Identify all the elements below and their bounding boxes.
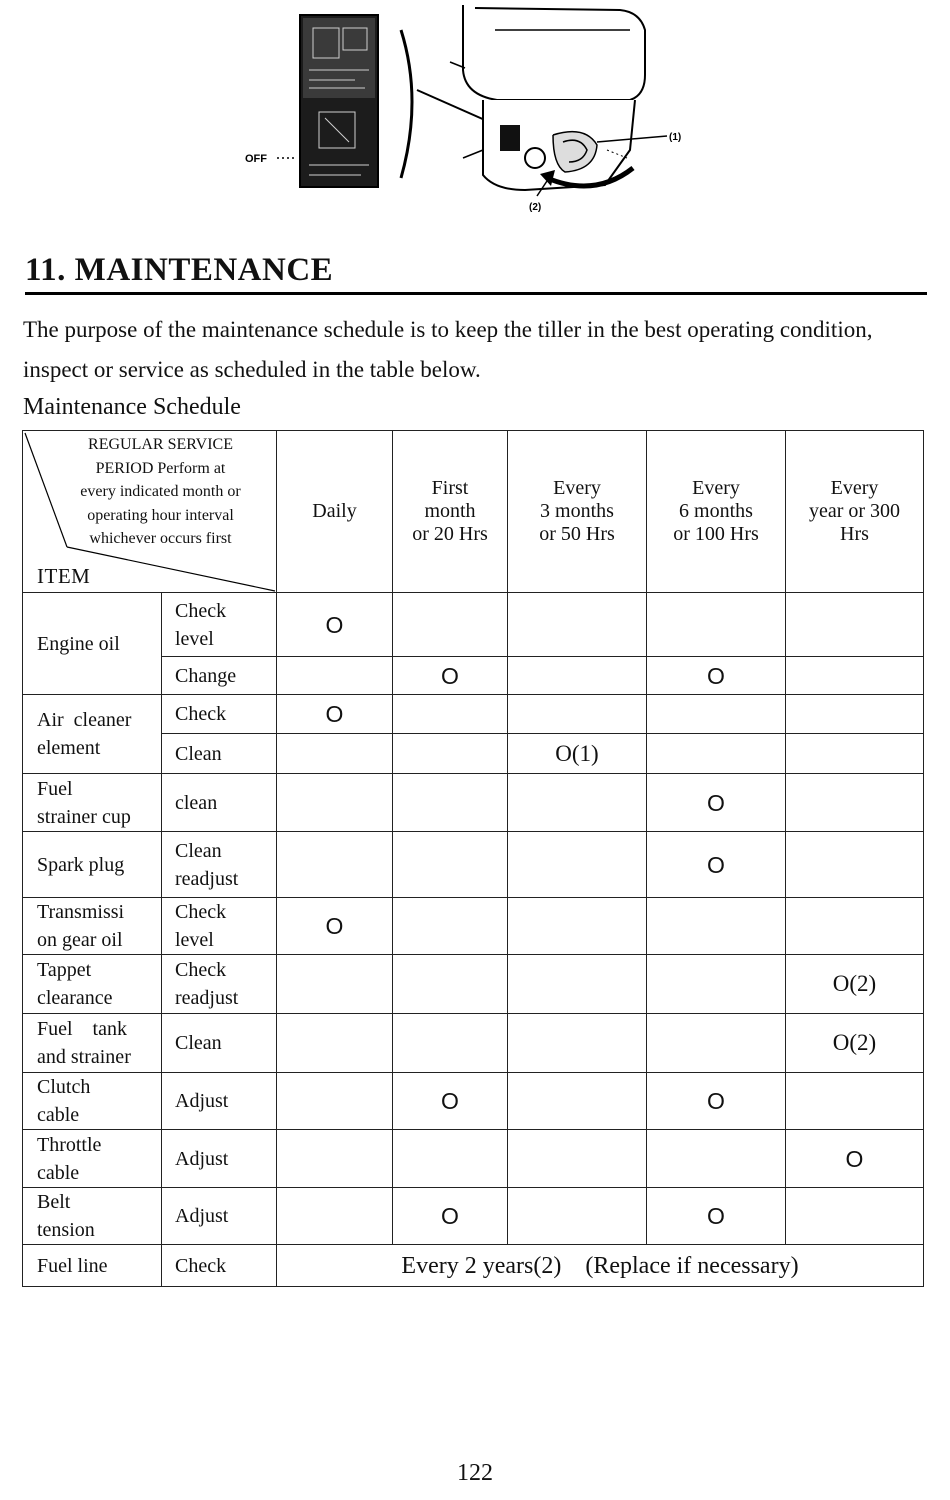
- header-row: [23, 431, 924, 593]
- item-line: and strainer: [37, 1046, 131, 1068]
- mark-yearly: O: [786, 1130, 924, 1188]
- period-label: or 50 Hrs: [539, 523, 615, 545]
- corner-line: REGULAR SERVICE: [88, 436, 233, 453]
- mark-daily: O: [277, 898, 393, 955]
- period-label: Hrs: [840, 523, 869, 545]
- header-yearly: [786, 431, 924, 593]
- empty-cell: [277, 734, 393, 774]
- action-cell: Clean: [162, 1014, 277, 1073]
- action-cell: Clean: [162, 734, 277, 774]
- empty-cell: [508, 774, 647, 832]
- action-cell: Check: [162, 1245, 277, 1287]
- empty-cell: [647, 1130, 786, 1188]
- empty-cell: [786, 695, 924, 734]
- period-label: Every: [553, 477, 601, 499]
- action-cell: Change: [162, 657, 277, 695]
- empty-cell: [786, 1073, 924, 1130]
- empty-cell: [786, 832, 924, 898]
- period-label: Every: [692, 477, 740, 499]
- corner-line: operating hour interval: [87, 506, 234, 524]
- table-row: [23, 1014, 924, 1073]
- empty-cell: [393, 898, 508, 955]
- empty-cell: [393, 832, 508, 898]
- item-line: element: [37, 737, 101, 759]
- item-line: on gear oil: [37, 929, 123, 951]
- callout-1: (1): [669, 132, 682, 143]
- mark-first-month: O: [393, 657, 508, 695]
- table-row: [23, 695, 924, 734]
- empty-cell: [508, 898, 647, 955]
- mark-yearly: O(2): [786, 955, 924, 1014]
- table-row: [23, 1130, 924, 1188]
- empty-cell: [786, 774, 924, 832]
- schedule-title: Maintenance Schedule: [23, 394, 241, 420]
- empty-cell: [508, 832, 647, 898]
- item-cell: [23, 774, 162, 832]
- empty-cell: [647, 1014, 786, 1073]
- mark-six-months: O: [647, 657, 786, 695]
- action-cell: [162, 593, 277, 657]
- item-cell: Engine oil: [23, 593, 162, 695]
- item-cell: [23, 1188, 162, 1245]
- table-row: [23, 898, 924, 955]
- item-line: cable: [37, 1161, 80, 1184]
- section-heading: [25, 252, 927, 295]
- period-label: year or 300: [808, 500, 901, 522]
- action-line: level: [175, 627, 214, 650]
- empty-cell: [393, 695, 508, 734]
- period-label: First: [431, 477, 469, 499]
- empty-cell: [277, 657, 393, 695]
- action-line: readjust: [175, 867, 239, 890]
- corner-item-label: ITEM: [37, 564, 91, 588]
- period-label: month: [424, 500, 476, 522]
- engine-fuel-valve-illustration: [235, 0, 705, 225]
- item-line: cable: [37, 1104, 80, 1126]
- empty-cell: [277, 1073, 393, 1130]
- item-line: Belt: [37, 1191, 71, 1213]
- empty-cell: [508, 1188, 647, 1245]
- empty-cell: [508, 955, 647, 1014]
- item-line: tension: [37, 1219, 95, 1241]
- fuel-valve-label: [500, 125, 520, 151]
- mark-daily: O: [277, 695, 393, 734]
- empty-cell: [393, 774, 508, 832]
- empty-cell: [508, 1014, 647, 1073]
- empty-cell: [508, 1130, 647, 1188]
- empty-cell: [647, 898, 786, 955]
- empty-cell: [393, 955, 508, 1014]
- callout-2: (2): [529, 202, 542, 213]
- item-line: Fuel tank: [37, 1018, 127, 1040]
- empty-cell: [786, 1188, 924, 1245]
- period-label: 6 months: [679, 500, 753, 522]
- empty-cell: [647, 734, 786, 774]
- maintenance-schedule-table: [22, 430, 924, 1287]
- mark-first-month: O: [393, 1188, 508, 1245]
- item-line: Fuel: [37, 777, 73, 800]
- item-cell: [23, 898, 162, 955]
- table-row: [23, 1188, 924, 1245]
- action-cell: clean: [162, 774, 277, 832]
- action-line: Check: [175, 901, 227, 923]
- item-line: clearance: [37, 987, 113, 1009]
- empty-cell: [508, 1073, 647, 1130]
- fuel-line-note: Every 2 years(2) (Replace if necessary): [277, 1245, 924, 1287]
- corner-line: whichever occurs first: [89, 530, 232, 547]
- table-row: [23, 955, 924, 1014]
- empty-cell: [277, 1014, 393, 1073]
- period-label: or 20 Hrs: [412, 523, 488, 545]
- header-3-months: [508, 431, 647, 593]
- mark-six-months: O: [647, 774, 786, 832]
- corner-line: every indicated month or: [80, 483, 241, 500]
- period-label: Daily: [312, 500, 357, 522]
- fuel-valve-knob: [525, 148, 545, 168]
- item-cell: [23, 1130, 162, 1188]
- header-corner-cell: [23, 431, 277, 593]
- header-6-months: [647, 431, 786, 593]
- empty-cell: [393, 734, 508, 774]
- mark-three-months: O(1): [508, 734, 647, 774]
- header-first-month: [393, 431, 508, 593]
- action-cell: [162, 955, 277, 1014]
- empty-cell: [277, 955, 393, 1014]
- item-cell: [23, 955, 162, 1014]
- item-line: strainer cup: [37, 805, 131, 828]
- action-line: readjust: [175, 987, 239, 1009]
- empty-cell: [277, 1130, 393, 1188]
- period-label: 3 months: [540, 500, 614, 522]
- empty-cell: [786, 734, 924, 774]
- empty-cell: [277, 832, 393, 898]
- mark-six-months: O: [647, 832, 786, 898]
- item-line: Transmissi: [37, 901, 125, 923]
- item-cell: Fuel line: [23, 1245, 162, 1287]
- empty-cell: [647, 593, 786, 657]
- empty-cell: [647, 955, 786, 1014]
- empty-cell: [393, 1014, 508, 1073]
- table-row: [23, 832, 924, 898]
- off-label: OFF: [245, 153, 267, 165]
- corner-service-period-text: [33, 433, 288, 551]
- corner-line: PERIOD Perform at: [95, 459, 226, 477]
- table-row: [23, 774, 924, 832]
- empty-cell: [647, 695, 786, 734]
- action-cell: [162, 832, 277, 898]
- mark-six-months: O: [647, 1188, 786, 1245]
- action-cell: Check: [162, 695, 277, 734]
- item-cell: [23, 695, 162, 774]
- mark-daily: O: [277, 593, 393, 657]
- empty-cell: [508, 593, 647, 657]
- item-line: Tappet: [37, 959, 92, 981]
- mark-yearly: O(2): [786, 1014, 924, 1073]
- action-line: Clean: [175, 839, 222, 862]
- item-cell: [23, 1014, 162, 1073]
- intro-paragraph: The purpose of the maintenance schedule is to keep the tiller in the best operating condition, inspect or service as scheduled in the table below.: [23, 317, 873, 382]
- action-cell: Adjust: [162, 1130, 277, 1188]
- empty-cell: [786, 898, 924, 955]
- empty-cell: [786, 657, 924, 695]
- action-line: Check: [175, 599, 227, 622]
- action-line: level: [175, 929, 214, 951]
- period-label: or 100 Hrs: [673, 523, 759, 545]
- item-cell: Spark plug: [23, 832, 162, 898]
- action-cell: Adjust: [162, 1073, 277, 1130]
- mark-six-months: O: [647, 1073, 786, 1130]
- item-cell: [23, 1073, 162, 1130]
- empty-cell: [786, 593, 924, 657]
- action-cell: [162, 898, 277, 955]
- mark-first-month: O: [393, 1073, 508, 1130]
- empty-cell: [277, 774, 393, 832]
- table-row: [23, 1245, 924, 1287]
- empty-cell: [277, 1188, 393, 1245]
- empty-cell: [508, 657, 647, 695]
- action-line: Check: [175, 959, 227, 981]
- section-heading-text: 11. MAINTENANCE: [25, 252, 334, 288]
- item-line: Clutch: [37, 1076, 91, 1098]
- item-line: Throttle: [37, 1133, 102, 1156]
- table-row: [23, 593, 924, 657]
- empty-cell: [393, 593, 508, 657]
- action-cell: Adjust: [162, 1188, 277, 1245]
- period-label: Every: [830, 477, 879, 499]
- item-line: Air cleaner: [37, 709, 132, 731]
- empty-cell: [393, 1130, 508, 1188]
- header-daily: [277, 431, 393, 593]
- empty-cell: [508, 695, 647, 734]
- table-row: [23, 1073, 924, 1130]
- engine-drawing: [235, 0, 705, 225]
- page-number: 122: [457, 1460, 493, 1486]
